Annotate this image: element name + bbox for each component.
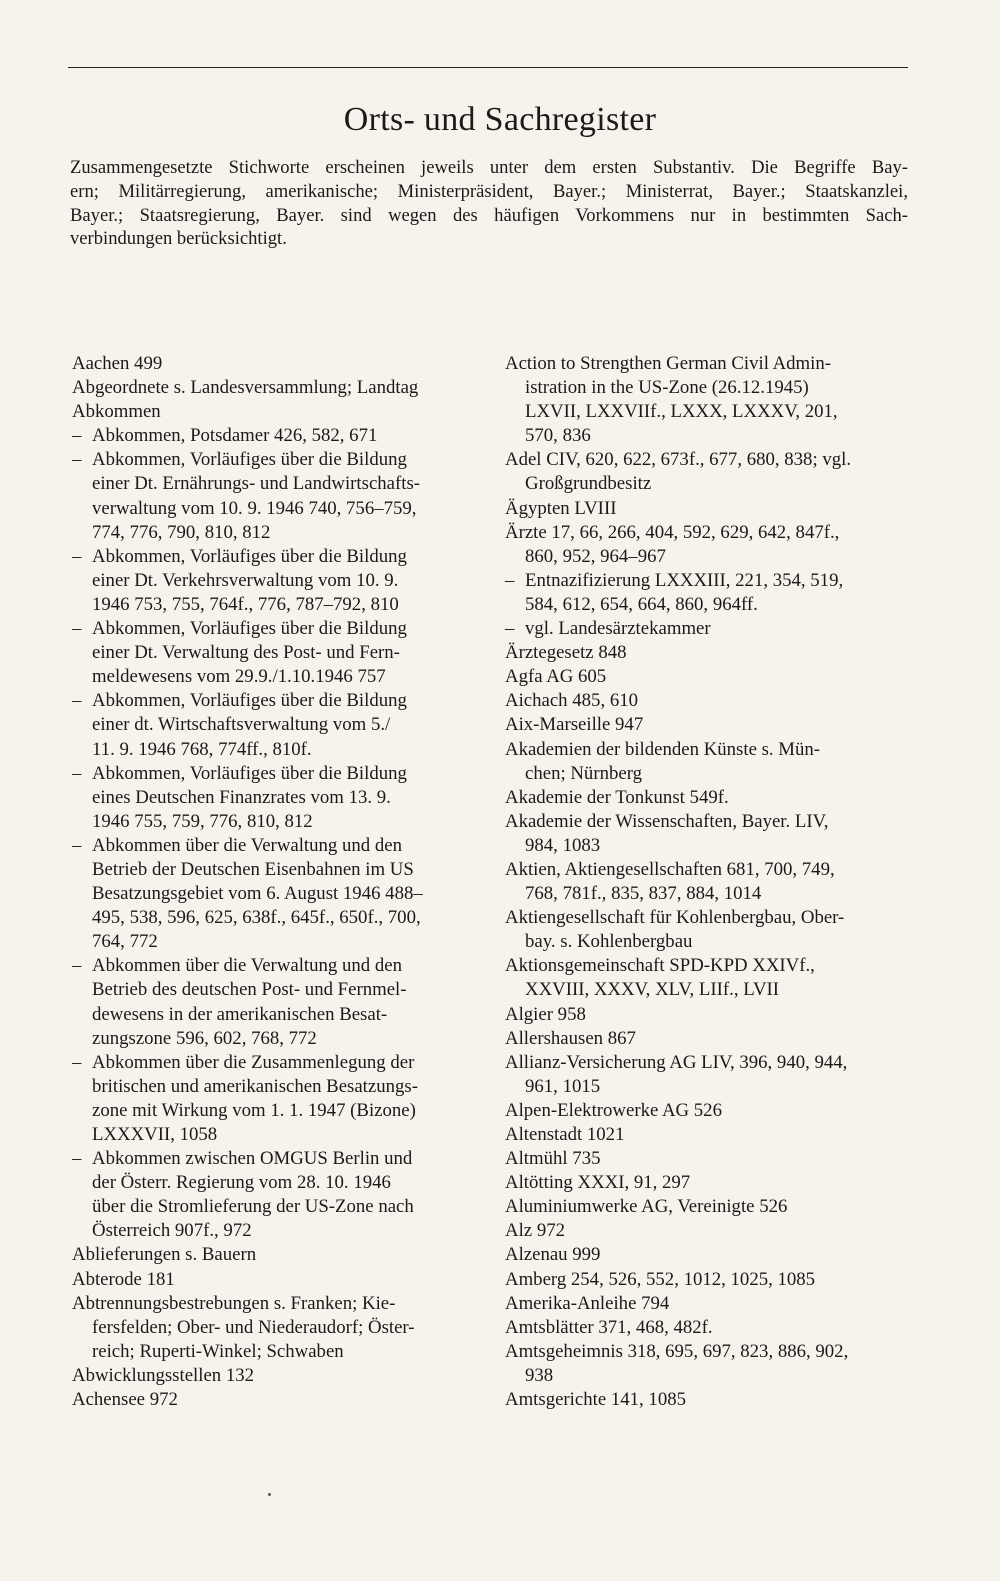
index-entry-line xyxy=(72,1340,472,1364)
entry-text: 11. 9. 1946 768, 774ff., 810f. xyxy=(92,738,312,760)
entry-text: vgl. Landesärztekammer xyxy=(525,618,711,640)
entry-text: Abkommen, Vorläufiges über die Bildung xyxy=(92,545,407,567)
index-entry-line xyxy=(505,1388,905,1412)
index-entry-line xyxy=(72,1219,472,1243)
index-entry-line xyxy=(72,689,472,713)
index-entry-line xyxy=(505,930,905,954)
entry-text: Aichach 485, 610 xyxy=(505,690,639,712)
entry-text: Abkommen über die Verwaltung und den xyxy=(92,955,402,977)
entry-dash: – xyxy=(72,690,82,712)
index-entry-line xyxy=(72,1316,472,1340)
entry-text: 938 xyxy=(525,1364,554,1386)
entry-text: bay. s. Kohlenbergbau xyxy=(525,931,693,953)
index-entry-line xyxy=(72,1099,472,1123)
entry-dash: – xyxy=(72,425,82,447)
entry-text: Aktionsgemeinschaft SPD-KPD XXIVf., xyxy=(505,955,815,977)
entry-text: Abterode 181 xyxy=(72,1268,175,1290)
index-entry-line xyxy=(505,545,905,569)
entry-text: Abkommen xyxy=(72,401,161,423)
entry-text: LXVII, LXXVIIf., LXXX, LXXXV, 201, xyxy=(525,401,838,423)
index-entry-line xyxy=(72,521,472,545)
entry-text: zungszone 596, 602, 768, 772 xyxy=(92,1027,317,1049)
index-entry-line xyxy=(72,954,472,978)
index-entry-line xyxy=(505,376,905,400)
index-entry-line xyxy=(72,1292,472,1316)
entry-dash: – xyxy=(505,618,515,640)
index-entry-line xyxy=(505,978,905,1002)
entry-text: Ablieferungen s. Bauern xyxy=(72,1244,257,1266)
entry-text: fersfelden; Ober- und Niederaudorf; Öster- xyxy=(92,1316,415,1338)
entry-text: Amberg 254, 526, 552, 1012, 1025, 1085 xyxy=(505,1268,816,1290)
entry-text: Aix-Marseille 947 xyxy=(505,714,644,736)
entry-text: Amtsblätter 371, 468, 482f. xyxy=(505,1316,713,1338)
index-entry-line xyxy=(505,858,905,882)
entry-text: einer Dt. Verkehrsverwaltung vom 10. 9. xyxy=(92,569,399,591)
entry-text: Aktiengesellschaft für Kohlenbergbau, Ober- xyxy=(505,907,845,929)
header-rule xyxy=(68,67,908,68)
index-entry-line xyxy=(72,1195,472,1219)
index-entry-line xyxy=(505,1219,905,1243)
index-entry-line xyxy=(505,569,905,593)
index-entry-line xyxy=(72,1075,472,1099)
index-entry-line xyxy=(505,497,905,521)
index-entry-line xyxy=(72,545,472,569)
entry-text: 764, 772 xyxy=(92,931,158,953)
entry-text: 1946 755, 759, 776, 810, 812 xyxy=(92,810,313,832)
entry-text: 584, 612, 654, 664, 860, 964ff. xyxy=(525,593,758,615)
index-entry-line xyxy=(505,1316,905,1340)
index-entry-line xyxy=(72,617,472,641)
index-column-left xyxy=(72,352,472,1412)
entry-text: Abkommen, Vorläufiges über die Bildung xyxy=(92,449,407,471)
index-entry-line xyxy=(505,1003,905,1027)
intro-line: Zusammengesetzte Stichworte erscheinen jeweils unter dem ersten Substantiv. Die Begriffe Bay- xyxy=(70,157,908,178)
index-entry-line xyxy=(505,472,905,496)
entry-dash: – xyxy=(72,1051,82,1073)
index-entry-line xyxy=(72,641,472,665)
entry-text: 768, 781f., 835, 837, 884, 1014 xyxy=(525,883,762,905)
index-entry-line xyxy=(505,352,905,376)
entry-text: britischen und amerikanischen Besatzungs- xyxy=(92,1075,418,1097)
entry-text: 961, 1015 xyxy=(525,1075,601,1097)
index-entry-line xyxy=(505,593,905,617)
entry-text: LXXXVII, 1058 xyxy=(92,1124,218,1145)
entry-text: chen; Nürnberg xyxy=(525,762,642,784)
entry-dash: – xyxy=(72,1148,82,1170)
index-entry-line xyxy=(72,762,472,786)
entry-text: Amtsgerichte 141, 1085 xyxy=(505,1389,686,1411)
entry-text: Entnazifizierung LXXXIII, 221, 354, 519, xyxy=(525,569,844,591)
index-entry-line xyxy=(72,352,472,376)
entry-dash: – xyxy=(72,834,82,856)
entry-text: Abgeordnete s. Landesversammlung; Landtag xyxy=(72,377,419,399)
index-entry-line xyxy=(505,1171,905,1195)
entry-text: Ägypten LVIII xyxy=(505,497,617,519)
index-column-right xyxy=(505,352,905,1412)
index-entry-line xyxy=(72,1003,472,1027)
entry-text: Altmühl 735 xyxy=(505,1148,601,1170)
index-entry-line xyxy=(505,641,905,665)
index-entry-line xyxy=(72,376,472,400)
index-entry-line xyxy=(72,858,472,882)
index-entry-line xyxy=(505,1027,905,1051)
index-entry-line xyxy=(72,906,472,930)
entry-text: Achensee 972 xyxy=(72,1389,178,1411)
entry-text: dewesens in der amerikanischen Besat- xyxy=(92,1003,388,1025)
index-entry-line xyxy=(505,1147,905,1171)
index-entry-line xyxy=(505,1243,905,1267)
entry-text: Agfa AG 605 xyxy=(505,666,607,688)
entry-text: verwaltung vom 10. 9. 1946 740, 756–759, xyxy=(92,497,417,519)
entry-text: Abkommen, Vorläufiges über die Bildung xyxy=(92,618,407,640)
entry-text: Besatzungsgebiet vom 6. August 1946 488– xyxy=(92,883,423,905)
index-entry-line xyxy=(72,448,472,472)
intro-paragraph xyxy=(70,156,908,251)
entry-text: Abkommen über die Zusammenlegung der xyxy=(92,1051,415,1073)
index-entry-line xyxy=(505,1364,905,1388)
index-entry-line xyxy=(505,713,905,737)
entry-text: 774, 776, 790, 810, 812 xyxy=(92,521,271,543)
entry-text: reich; Ruperti-Winkel; Schwaben xyxy=(92,1340,344,1362)
entry-text: Abkommen, Potsdamer 426, 582, 671 xyxy=(92,425,378,447)
index-entry-line xyxy=(505,1340,905,1364)
index-entry-line xyxy=(72,497,472,521)
entry-text: istration in the US-Zone (26.12.1945) xyxy=(525,377,809,399)
entry-text: 570, 836 xyxy=(525,425,591,447)
entry-text: Alpen-Elektrowerke AG 526 xyxy=(505,1099,722,1121)
entry-text: meldewesens vom 29.9./1.10.1946 757 xyxy=(92,666,386,688)
entry-dash: – xyxy=(72,545,82,567)
index-entry-line xyxy=(72,1364,472,1388)
entry-text: XXVIII, XXXV, XLV, LIIf., LVII xyxy=(525,979,780,1001)
entry-text: Alzenau 999 xyxy=(505,1244,601,1266)
index-entry-line xyxy=(72,1171,472,1195)
entry-text: Österreich 907f., 972 xyxy=(92,1220,252,1242)
entry-text: 984, 1083 xyxy=(525,834,601,856)
index-entry-line xyxy=(72,593,472,617)
entry-text: Action to Strengthen German Civil Admin- xyxy=(505,353,832,374)
index-entry-line xyxy=(505,906,905,930)
index-entry-line xyxy=(72,1147,472,1171)
entry-text: Aachen 499 xyxy=(72,353,163,374)
index-entry-line xyxy=(505,1075,905,1099)
index-entry-line xyxy=(72,834,472,858)
entry-dash: – xyxy=(72,449,82,471)
entry-text: Altenstadt 1021 xyxy=(505,1124,625,1145)
index-entry-line xyxy=(505,665,905,689)
page-title: Orts- und Sachregister xyxy=(343,101,657,138)
index-entry-line xyxy=(72,713,472,737)
index-entry-line xyxy=(505,786,905,810)
index-entry-line xyxy=(505,448,905,472)
entry-text: Abwicklungsstellen 132 xyxy=(72,1364,255,1386)
entry-text: Amerika-Anleihe 794 xyxy=(505,1292,670,1314)
index-entry-line xyxy=(72,424,472,448)
index-entry-line xyxy=(72,1243,472,1267)
index-entry-line xyxy=(72,1123,472,1147)
index-entry-line xyxy=(72,738,472,762)
entry-text: Abkommen zwischen OMGUS Berlin und xyxy=(92,1148,413,1170)
index-entry-line xyxy=(72,400,472,424)
index-entry-line xyxy=(505,424,905,448)
entry-text: Akademie der Tonkunst 549f. xyxy=(505,786,729,808)
entry-dash: – xyxy=(72,955,82,977)
entry-text: eines Deutschen Finanzrates vom 13. 9. xyxy=(92,786,391,808)
entry-text: Algier 958 xyxy=(505,1003,586,1025)
entry-text: zone mit Wirkung vom 1. 1. 1947 (Bizone) xyxy=(92,1099,416,1121)
index-entry-line xyxy=(505,954,905,978)
index-entry-line xyxy=(72,472,472,496)
entry-text: Betrieb des deutschen Post- und Fernmel- xyxy=(92,979,407,1001)
index-entry-line xyxy=(72,786,472,810)
entry-text: Ärztegesetz 848 xyxy=(505,642,627,664)
index-entry-line xyxy=(505,810,905,834)
index-entry-line xyxy=(505,762,905,786)
entry-text: Amtsgeheimnis 318, 695, 697, 823, 886, 902, xyxy=(505,1340,849,1362)
entry-text: Alz 972 xyxy=(505,1220,565,1242)
entry-text: Adel CIV, 620, 622, 673f., 677, 680, 838; vgl. xyxy=(505,449,852,471)
index-entry-line xyxy=(72,930,472,954)
entry-text: einer Dt. Ernährungs- und Landwirtschafts- xyxy=(92,473,421,495)
entry-text: Aktien, Aktiengesellschaften 681, 700, 749, xyxy=(505,858,835,880)
index-entry-line xyxy=(505,1195,905,1219)
index-entry-line xyxy=(505,738,905,762)
entry-text: Großgrundbesitz xyxy=(525,473,652,495)
index-entry-line xyxy=(505,1051,905,1075)
index-entry-line xyxy=(72,569,472,593)
entry-dash: – xyxy=(72,762,82,784)
index-entry-line xyxy=(72,1388,472,1412)
entry-text: 1946 753, 755, 764f., 776, 787–792, 810 xyxy=(92,593,399,615)
index-entry-line xyxy=(505,689,905,713)
index-entry-line xyxy=(72,1051,472,1075)
entry-text: Aluminiumwerke AG, Vereinigte 526 xyxy=(505,1196,788,1218)
entry-text: Allershausen 867 xyxy=(505,1027,636,1049)
index-entry-line xyxy=(505,882,905,906)
index-entry-line xyxy=(505,834,905,858)
index-entry-line xyxy=(72,810,472,834)
intro-line: Bayer.; Staatsregierung, Bayer. sind wegen des häufigen Vorkommens nur in bestimmten Sach- xyxy=(70,204,908,226)
entry-text: Akademie der Wissenschaften, Bayer. LIV, xyxy=(505,810,829,832)
intro-line: verbindungen berücksichtigt. xyxy=(70,228,287,250)
index-entry-line xyxy=(72,665,472,689)
entry-text: 860, 952, 964–967 xyxy=(525,545,666,567)
entry-text: Ärzte 17, 66, 266, 404, 592, 629, 642, 847f., xyxy=(505,521,840,543)
index-entry-line xyxy=(505,1268,905,1292)
entry-text: Betrieb der Deutschen Eisenbahnen im US xyxy=(92,858,414,880)
intro-line: ern; Militärregierung, amerikanische; Ministerpräsident, Bayer.; Ministerrat, Bayer.; Staatskanzlei, xyxy=(70,180,908,202)
entry-text: über die Stromlieferung der US-Zone nach xyxy=(92,1196,414,1218)
index-entry-line xyxy=(72,1268,472,1292)
index-entry-line xyxy=(505,1123,905,1147)
entry-text: Abkommen über die Verwaltung und den xyxy=(92,834,402,856)
index-entry-line xyxy=(72,978,472,1002)
entry-text: Abkommen, Vorläufiges über die Bildung xyxy=(92,762,407,784)
entry-text: einer dt. Wirtschaftsverwaltung vom 5./ xyxy=(92,714,391,736)
index-entry-line xyxy=(505,400,905,424)
index-entry-line xyxy=(72,882,472,906)
index-entry-line xyxy=(72,1027,472,1051)
entry-dash: – xyxy=(505,569,515,591)
entry-text: Allianz-Versicherung AG LIV, 396, 940, 944, xyxy=(505,1051,848,1073)
index-entry-line xyxy=(505,617,905,641)
index-entry-line xyxy=(505,1292,905,1316)
entry-text: Abkommen, Vorläufiges über die Bildung xyxy=(92,690,407,712)
entry-text: der Österr. Regierung vom 28. 10. 1946 xyxy=(92,1172,391,1194)
entry-dash: – xyxy=(72,618,82,640)
entry-text: Abtrennungsbestrebungen s. Franken; Kie- xyxy=(72,1292,396,1314)
index-entry-line xyxy=(505,521,905,545)
index-entry-line xyxy=(505,1099,905,1123)
entry-text: einer Dt. Verwaltung des Post- und Fern- xyxy=(92,642,400,664)
entry-text: Altötting XXXI, 91, 297 xyxy=(505,1172,691,1194)
entry-text: Akademien der bildenden Künste s. Mün- xyxy=(505,738,821,760)
page-dot xyxy=(268,1493,271,1496)
entry-text: 495, 538, 596, 625, 638f., 645f., 650f., 700, xyxy=(92,907,421,929)
